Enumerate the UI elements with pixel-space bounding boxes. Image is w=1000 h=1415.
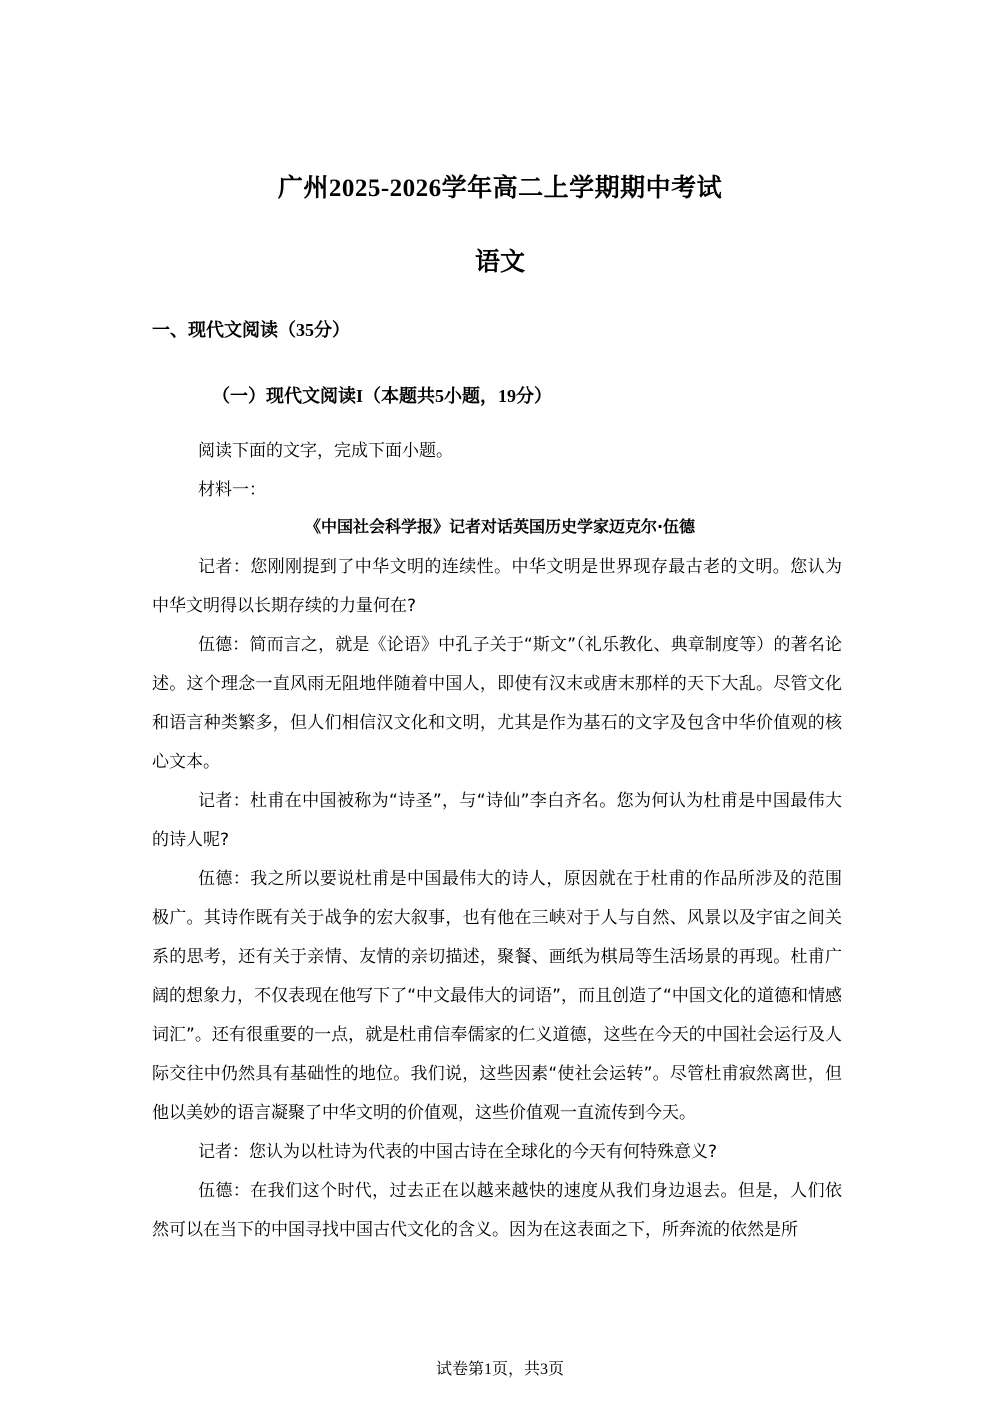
section-heading: 一、现代文阅读（35分） [152,320,350,340]
dialogue-paragraph: 记者：您认为以杜诗为代表的中国古诗在全球化的今天有何特殊意义? [198,1142,718,1162]
material-label: 材料一： [198,480,266,500]
dialogue-paragraph: 伍德：我之所以要说杜甫是中国最伟大的诗人，原因就在于杜甫的作品所涉及的范围极广。其诗作既有关于战争的宏大叙事，也有他在三峡对于人与自然、风景以及宇宙之间关系的思考，还有关于亲情、友情的亲切描述，聚餐、画纸为棋局等生活场景的再现。杜甫广阔的想象力，不仅表现在他写下了“中文最伟大的词语”，而且创造了“中国文化的道德和情感词汇”。还有很重要的一点，就是杜甫信奉儒家的仁义道德，这些在今天的中国社会运行及人际交往中仍然具有基础性的地位。我们说，这些因素“使社会运转”。尽管杜甫寂然离世，但他以美妙的语言凝聚了中华文明的价值观，这些价值观一直流传到今天。 [152,869,842,1123]
dialogue-paragraph: 记者：杜甫在中国被称为“诗圣”，与“诗仙”李白齐名。您为何认为杜甫是中国最伟大的诗人呢? [152,791,842,850]
subsection-heading: （一）现代文阅读I（本题共5小题，19分） [212,386,553,406]
exam-title: 广州2025-2026学年高二上学期期中考试 [277,175,723,202]
dialogue-paragraph: 伍德：在我们这个时代，过去正在以越来越快的速度从我们身边退去。但是，人们依然可以在当下的中国寻找中国古代文化的含义。因为在这表面之下，所奔流的依然是所 [152,1181,842,1240]
dialogue-paragraph: 伍德：简而言之，就是《论语》中孔子关于“斯文”（礼乐教化、典章制度等）的著名论述。这个理念一直风雨无阻地伴随着中国人，即使有汉末或唐末那样的天下大乱。尽管文化和语言种类繁多，但人们相信汉文化和文明，尤其是作为基石的文字及包含中华价值观的核心文本。 [152,635,842,772]
page-footer: 试卷第1页，共3页 [435,1361,564,1378]
subject-title: 语文 [474,249,525,276]
reading-instruction: 阅读下面的文字，完成下面小题。 [198,441,453,461]
dialogue-paragraph: 记者：您刚刚提到了中华文明的连续性。中华文明是世界现存最古老的文明。您认为中华文明得以长期存续的力量何在? [152,557,842,616]
material-title: 《中国社会科学报》记者对话英国历史学家迈克尔·伍德 [304,517,696,536]
interview-dialogue [152,548,842,1250]
